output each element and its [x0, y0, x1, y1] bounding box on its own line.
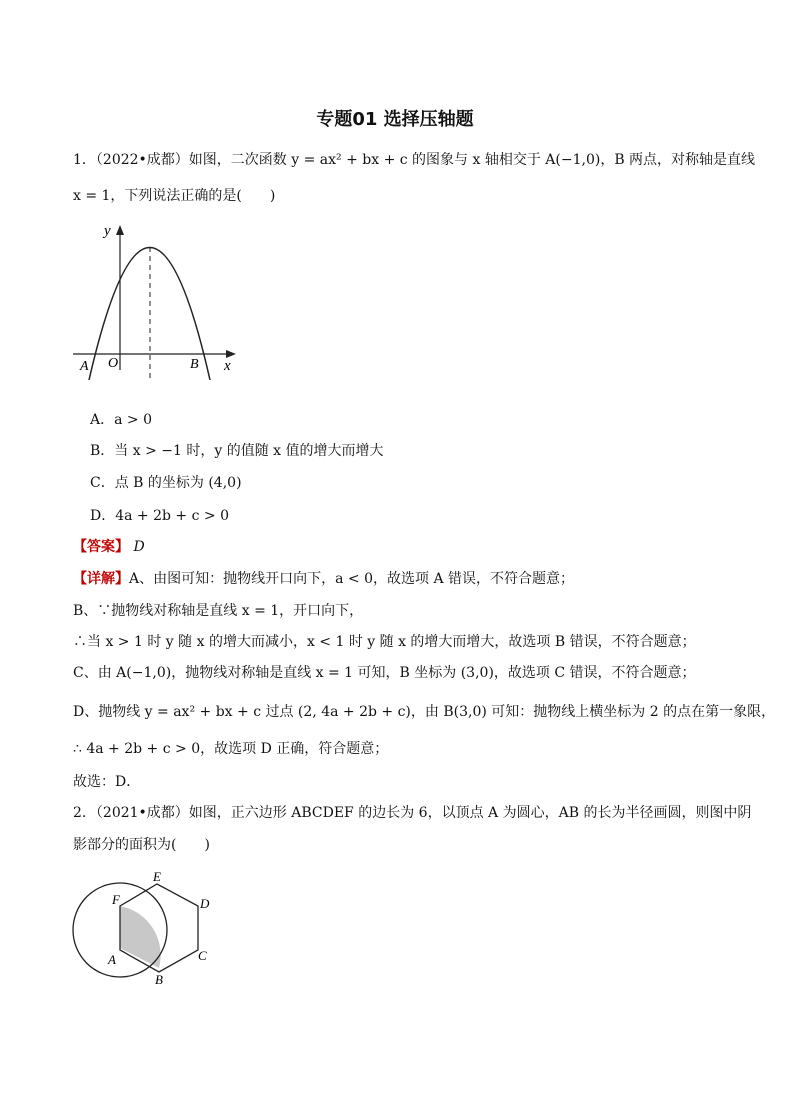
label-f: F [112, 892, 120, 907]
q1-parabola-graph [70, 220, 245, 380]
q1-detail-line7: 故选：D． [73, 774, 141, 790]
answer-value: D [133, 539, 145, 555]
point-b-label: B [190, 357, 199, 372]
x-axis-arrow [226, 350, 236, 358]
q2-stem-line1: 2．（2021•成都）如图，正六边形 ABCDEF 的边长为 6，以顶点 A 为圆心，AB 的长为半径画圆，则图中阴 [73, 805, 752, 821]
q1-detail-line4: C、由 A(−1,0)，抛物线对称轴是直线 x = 1 可知，B 坐标为 (3,0)，故选项 C 错误，不符合题意； [73, 665, 696, 681]
q1-detail-line5: D、抛物线 y = ax² + bx + c 过点 (2, 4a + 2b + c)，由 B(3,0) 可知：抛物线上横坐标为 2 的点在第一象限， [73, 704, 776, 720]
y-axis-label: y [104, 223, 111, 239]
q1-stem-line2: x = 1，下列说法正确的是( ) [73, 188, 276, 204]
label-d: D [200, 896, 210, 911]
q1-option-c: C．点 B 的坐标为 (4,0) [90, 475, 242, 491]
q1-stem-line1: 1．（2022•成都）如图，二次函数 y = ax² + bx + c 的图象与 x 轴相交于 A(−1,0)，B 两点，对称轴是直线 [73, 152, 756, 168]
detail-tag: 【详解】 [73, 571, 129, 587]
x-axis-label: x [224, 358, 231, 374]
q1-option-a: A．a > 0 [90, 412, 152, 428]
page-title: 专题01 选择压轴题 [316, 109, 474, 130]
q2-stem-line2: 影部分的面积为( ) [73, 837, 210, 853]
q1-detail-line2: B、∵抛物线对称轴是直线 x = 1，开口向下， [73, 603, 364, 619]
q2-hexagon-figure [70, 868, 220, 1003]
label-e: E [153, 869, 161, 884]
q1-answer [73, 537, 145, 557]
answer-tag: 【答案】 [73, 539, 129, 555]
label-c: C [198, 948, 207, 963]
shaded-region [120, 906, 161, 968]
q1-detail-line6: ∴ 4a + 2b + c > 0，故选项 D 正确，符合题意； [73, 741, 389, 757]
q1-detail-line1 [73, 569, 574, 589]
q1-detail-line3: ∴当 x > 1 时 y 随 x 的增大而减小，x < 1 时 y 随 x 的增大而增大，故选项 B 错误，不符合题意； [73, 634, 696, 650]
label-a: A [108, 952, 116, 967]
label-b: B [155, 972, 163, 987]
detail-text: A、由图可知：抛物线开口向下，a < 0，故选项 A 错误，不符合题意； [129, 571, 575, 587]
origin-label: O [108, 356, 119, 371]
q1-option-d: D．4a + 2b + c > 0 [90, 508, 229, 524]
y-axis-arrow [116, 225, 124, 235]
q1-option-b: B．当 x > −1 时，y 的值随 x 值的增大而增大 [90, 443, 384, 459]
point-a-label: A [80, 359, 89, 374]
